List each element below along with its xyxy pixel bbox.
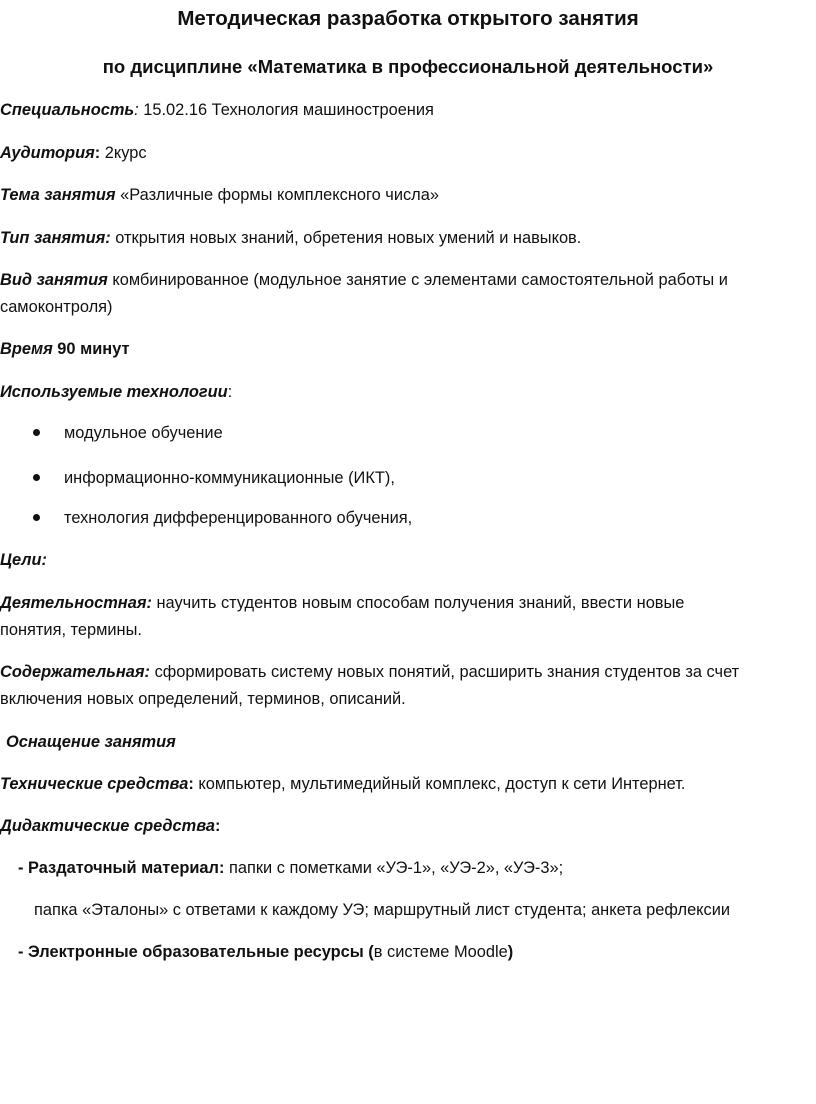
e-resources-suffix: ) bbox=[507, 943, 514, 961]
equipment-heading: Оснащение занятия bbox=[6, 733, 176, 751]
handout-continuation: папка «Эталоны» с ответами к каждому УЭ; маршрутный лист студента; анкета рефлексии bbox=[34, 901, 731, 919]
list-item: информационно-коммуникационные (ИКТ), bbox=[64, 469, 395, 487]
time-label: Время bbox=[0, 340, 53, 358]
handout-label: - Раздаточный материал: bbox=[18, 859, 225, 877]
lesson-kind-value: комбинированное (модульное занятие с элементами самостоятельной работы и bbox=[107, 271, 728, 289]
goals-heading: Цели: bbox=[0, 551, 47, 569]
document-subtitle: по дисциплине «Математика в профессиональной деятельности» bbox=[102, 56, 714, 77]
goal-activity-continuation: понятия, термины. bbox=[0, 621, 142, 639]
specialty-label: Специальность bbox=[0, 101, 135, 119]
topic-value: «Различные формы комплексного числа» bbox=[115, 186, 439, 204]
time-row bbox=[0, 338, 812, 360]
topic-row bbox=[0, 184, 812, 206]
goal-content-row bbox=[0, 661, 812, 683]
topic-label: Тема занятия bbox=[0, 186, 116, 204]
goal-content-continuation: включения новых определений, терминов, описаний. bbox=[0, 690, 406, 708]
bullet-icon bbox=[33, 474, 40, 481]
auditorium-row bbox=[0, 142, 812, 164]
goal-content-label: Содержательная: bbox=[0, 663, 151, 681]
document-title: Методическая разработка открытого занятия bbox=[177, 7, 639, 30]
specialty-row bbox=[0, 99, 812, 121]
e-resources-row bbox=[18, 941, 816, 963]
list-item: модульное обучение bbox=[64, 424, 223, 442]
lesson-type-row bbox=[0, 227, 812, 249]
technical-means-label: Технические средства bbox=[0, 775, 189, 793]
lesson-kind-continuation: самоконтроля) bbox=[0, 298, 113, 316]
auditorium-label: Аудитория bbox=[0, 144, 95, 162]
goal-activity-label: Деятельностная: bbox=[0, 594, 152, 612]
time-value: 90 минут bbox=[52, 340, 130, 358]
lesson-kind-label: Вид занятия bbox=[0, 271, 108, 289]
technologies-heading bbox=[0, 381, 812, 403]
specialty-value: 15.02.16 Технология машиностроения bbox=[138, 101, 434, 119]
technical-means-row bbox=[0, 773, 812, 795]
auditorium-value: 2курс bbox=[100, 144, 147, 162]
specialty-separator: : bbox=[134, 101, 139, 119]
e-resources-label: - Электронные образовательные ресурсы ( bbox=[18, 943, 374, 961]
goal-content-value: сформировать систему новых понятий, расширить знания студентов за счет bbox=[150, 663, 740, 681]
lesson-type-label: Тип занятия: bbox=[0, 229, 111, 247]
technical-means-value: компьютер, мультимедийный комплекс, доступ к сети Интернет. bbox=[193, 775, 686, 793]
lesson-type-value: открытия новых знаний, обретения новых умений и навыков. bbox=[110, 229, 582, 247]
goal-activity-value: научить студентов новым способам получения знаний, ввести новые bbox=[151, 594, 685, 612]
didactic-means-label: Дидактические средства bbox=[0, 817, 216, 835]
auditorium-separator: : bbox=[94, 144, 101, 162]
e-resources-value: в системе Moodle bbox=[373, 943, 508, 961]
bullet-icon bbox=[33, 514, 40, 521]
list-item: технология дифференцированного обучения, bbox=[64, 509, 413, 527]
bullet-icon bbox=[33, 429, 40, 436]
lesson-kind-row bbox=[0, 269, 812, 291]
technical-means-separator: : bbox=[188, 775, 194, 793]
goal-activity-row bbox=[0, 592, 812, 614]
handout-value: папки с пометками «УЭ-1», «УЭ-2», «УЭ-3»; bbox=[224, 859, 564, 877]
handout-row bbox=[18, 857, 816, 879]
didactic-means-separator: : bbox=[215, 817, 221, 835]
technologies-label: Используемые технологии bbox=[0, 383, 228, 401]
didactic-means-row bbox=[0, 815, 812, 837]
technologies-separator: : bbox=[227, 383, 233, 401]
